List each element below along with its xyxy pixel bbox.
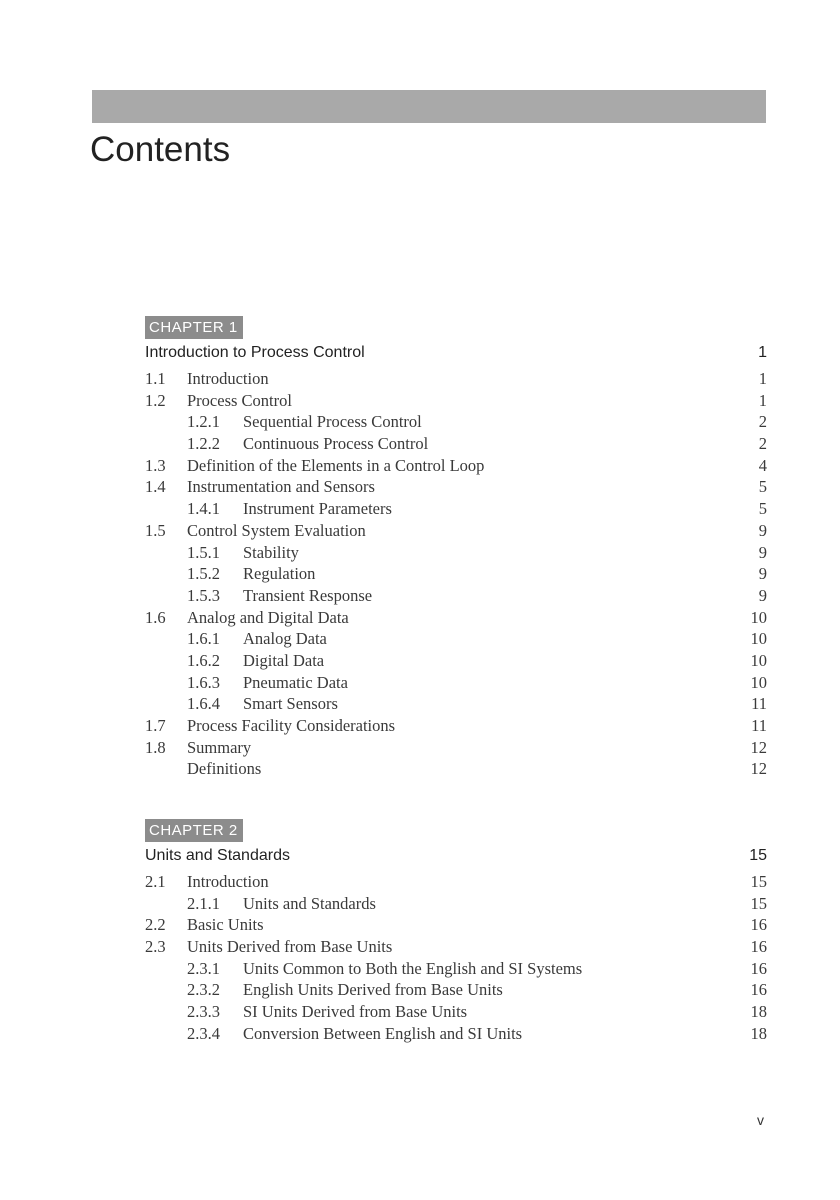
section-page: 10 bbox=[750, 650, 767, 670]
section-title: Analog Data bbox=[243, 629, 327, 649]
toc-entry[interactable] bbox=[145, 563, 767, 585]
toc-entries bbox=[145, 871, 767, 1045]
section-number: 2.1 bbox=[145, 872, 166, 891]
section-title: Stability bbox=[243, 542, 299, 562]
section-page: 15 bbox=[750, 893, 767, 913]
section-page: 9 bbox=[758, 542, 767, 562]
section-title: Basic Units bbox=[187, 915, 264, 935]
toc-entry[interactable] bbox=[145, 585, 767, 607]
section-page: 4 bbox=[758, 455, 767, 475]
chapter-page: 1 bbox=[758, 344, 767, 361]
toc-entry[interactable] bbox=[145, 542, 767, 564]
toc-entry[interactable] bbox=[145, 650, 767, 672]
section-title: English Units Derived from Base Units bbox=[243, 980, 503, 1000]
toc-entry[interactable] bbox=[145, 715, 767, 737]
section-page: 16 bbox=[750, 915, 767, 935]
section-page: 5 bbox=[758, 499, 767, 519]
toc-entry[interactable] bbox=[145, 1001, 767, 1023]
section-number: 1.6.2 bbox=[187, 650, 220, 670]
toc-entry[interactable] bbox=[145, 607, 767, 629]
section-title: Transient Response bbox=[243, 585, 373, 605]
section-page: 2 bbox=[758, 434, 767, 454]
section-title: Digital Data bbox=[243, 650, 325, 670]
section-page: 12 bbox=[750, 759, 767, 779]
section-page: 9 bbox=[758, 585, 767, 605]
toc-entry[interactable] bbox=[145, 672, 767, 694]
section-title: Instrument Parameters bbox=[243, 499, 392, 519]
section-number: 1.2.1 bbox=[187, 412, 220, 432]
section-number: 1.3 bbox=[145, 455, 166, 475]
section-title: Conversion Between English and SI Units bbox=[243, 1023, 523, 1043]
chapter-heading[interactable] bbox=[145, 844, 767, 868]
toc-entry[interactable] bbox=[145, 871, 767, 893]
toc-entry[interactable] bbox=[145, 758, 767, 780]
section-number: 1.5 bbox=[145, 520, 166, 540]
chapter-heading[interactable] bbox=[145, 341, 767, 365]
toc-entry[interactable] bbox=[145, 1023, 767, 1045]
section-number: 2.3.2 bbox=[187, 980, 220, 1000]
chapter-page: 15 bbox=[749, 847, 767, 864]
section-page: 12 bbox=[750, 737, 767, 757]
toc-entry[interactable] bbox=[145, 390, 767, 412]
toc-entry[interactable] bbox=[145, 628, 767, 650]
section-number: 2.3 bbox=[145, 937, 166, 957]
section-number: 1.5.2 bbox=[187, 564, 220, 584]
chapter-2-section bbox=[145, 819, 767, 1045]
toc-entry[interactable] bbox=[145, 433, 767, 455]
toc-entry[interactable] bbox=[145, 498, 767, 520]
header-bar bbox=[92, 90, 766, 123]
section-page: 10 bbox=[750, 629, 767, 649]
section-page: 18 bbox=[750, 1002, 767, 1022]
section-title: Units and Standards bbox=[243, 893, 376, 913]
section-title: Analog and Digital Data bbox=[187, 607, 349, 627]
section-title: Sequential Process Control bbox=[243, 412, 422, 432]
section-page: 9 bbox=[758, 520, 767, 540]
section-title: Process Control bbox=[187, 390, 292, 410]
section-number: 1.8 bbox=[145, 737, 166, 757]
section-number: 2.2 bbox=[145, 915, 166, 935]
section-number: 1.5.3 bbox=[187, 585, 220, 605]
section-page: 18 bbox=[750, 1023, 767, 1043]
toc-entry[interactable] bbox=[145, 693, 767, 715]
section-number: 1.2.2 bbox=[187, 434, 220, 454]
toc-entry[interactable] bbox=[145, 893, 767, 915]
section-number: 1.4 bbox=[145, 477, 166, 497]
section-page: 16 bbox=[750, 980, 767, 1000]
toc-entry[interactable] bbox=[145, 476, 767, 498]
page-title: Contents bbox=[90, 130, 231, 169]
section-title: Pneumatic Data bbox=[243, 672, 348, 692]
toc-entry[interactable] bbox=[145, 936, 767, 958]
toc-entry[interactable] bbox=[145, 958, 767, 980]
section-title: Control System Evaluation bbox=[187, 520, 366, 540]
section-page: 11 bbox=[751, 694, 767, 714]
section-title: Units Common to Both the English and SI Systems bbox=[243, 958, 583, 978]
toc-entry[interactable] bbox=[145, 411, 767, 433]
section-title: SI Units Derived from Base Units bbox=[243, 1002, 468, 1022]
toc-entry[interactable] bbox=[145, 737, 767, 759]
toc-entry[interactable] bbox=[145, 520, 767, 542]
section-page: 16 bbox=[750, 958, 767, 978]
section-number: 1.6.1 bbox=[187, 629, 220, 649]
section-page: 1 bbox=[758, 390, 767, 410]
section-title: Introduction bbox=[187, 369, 269, 388]
section-title: Process Facility Considerations bbox=[187, 716, 396, 735]
section-title: Units Derived from Base Units bbox=[187, 937, 393, 957]
section-page: 11 bbox=[751, 716, 767, 735]
section-page: 9 bbox=[758, 564, 767, 584]
chapter-title: Units and Standards bbox=[145, 847, 290, 864]
section-number: 1.5.1 bbox=[187, 542, 220, 562]
section-title: Regulation bbox=[243, 564, 316, 584]
section-page: 10 bbox=[750, 607, 767, 627]
section-number: 1.1 bbox=[145, 369, 166, 388]
section-title: Introduction bbox=[187, 872, 269, 891]
chapter-1-section bbox=[145, 316, 767, 780]
section-number: 2.1.1 bbox=[187, 893, 220, 913]
section-title: Smart Sensors bbox=[243, 694, 338, 714]
section-title: Summary bbox=[187, 737, 252, 757]
toc-entry[interactable] bbox=[145, 979, 767, 1001]
section-title: Definitions bbox=[187, 759, 262, 779]
section-number: 1.4.1 bbox=[187, 499, 220, 519]
chapter-title: Introduction to Process Control bbox=[145, 344, 365, 361]
section-number: 1.6.3 bbox=[187, 672, 220, 692]
toc-entries bbox=[145, 368, 767, 780]
section-number: 1.6 bbox=[145, 607, 166, 627]
section-page: 16 bbox=[750, 937, 767, 957]
section-title: Instrumentation and Sensors bbox=[187, 477, 375, 497]
section-number: 2.3.1 bbox=[187, 958, 220, 978]
section-page: 1 bbox=[758, 369, 767, 388]
chapter-badge: CHAPTER 2 bbox=[145, 819, 243, 842]
toc-entry[interactable] bbox=[145, 455, 767, 477]
toc-entry[interactable] bbox=[145, 368, 767, 390]
toc-entry[interactable] bbox=[145, 914, 767, 936]
chapter-badge: CHAPTER 1 bbox=[145, 316, 243, 339]
section-page: 10 bbox=[750, 672, 767, 692]
page-number: v bbox=[757, 1112, 764, 1128]
section-number: 1.7 bbox=[145, 716, 166, 735]
section-number: 1.6.4 bbox=[187, 694, 220, 714]
section-number: 2.3.3 bbox=[187, 1002, 220, 1022]
section-number: 2.3.4 bbox=[187, 1023, 220, 1043]
section-number: 1.2 bbox=[145, 390, 166, 410]
section-page: 5 bbox=[758, 477, 767, 497]
section-page: 15 bbox=[750, 872, 767, 891]
section-title: Definition of the Elements in a Control Loop bbox=[187, 455, 485, 475]
section-page: 2 bbox=[758, 412, 767, 432]
section-title: Continuous Process Control bbox=[243, 434, 429, 454]
